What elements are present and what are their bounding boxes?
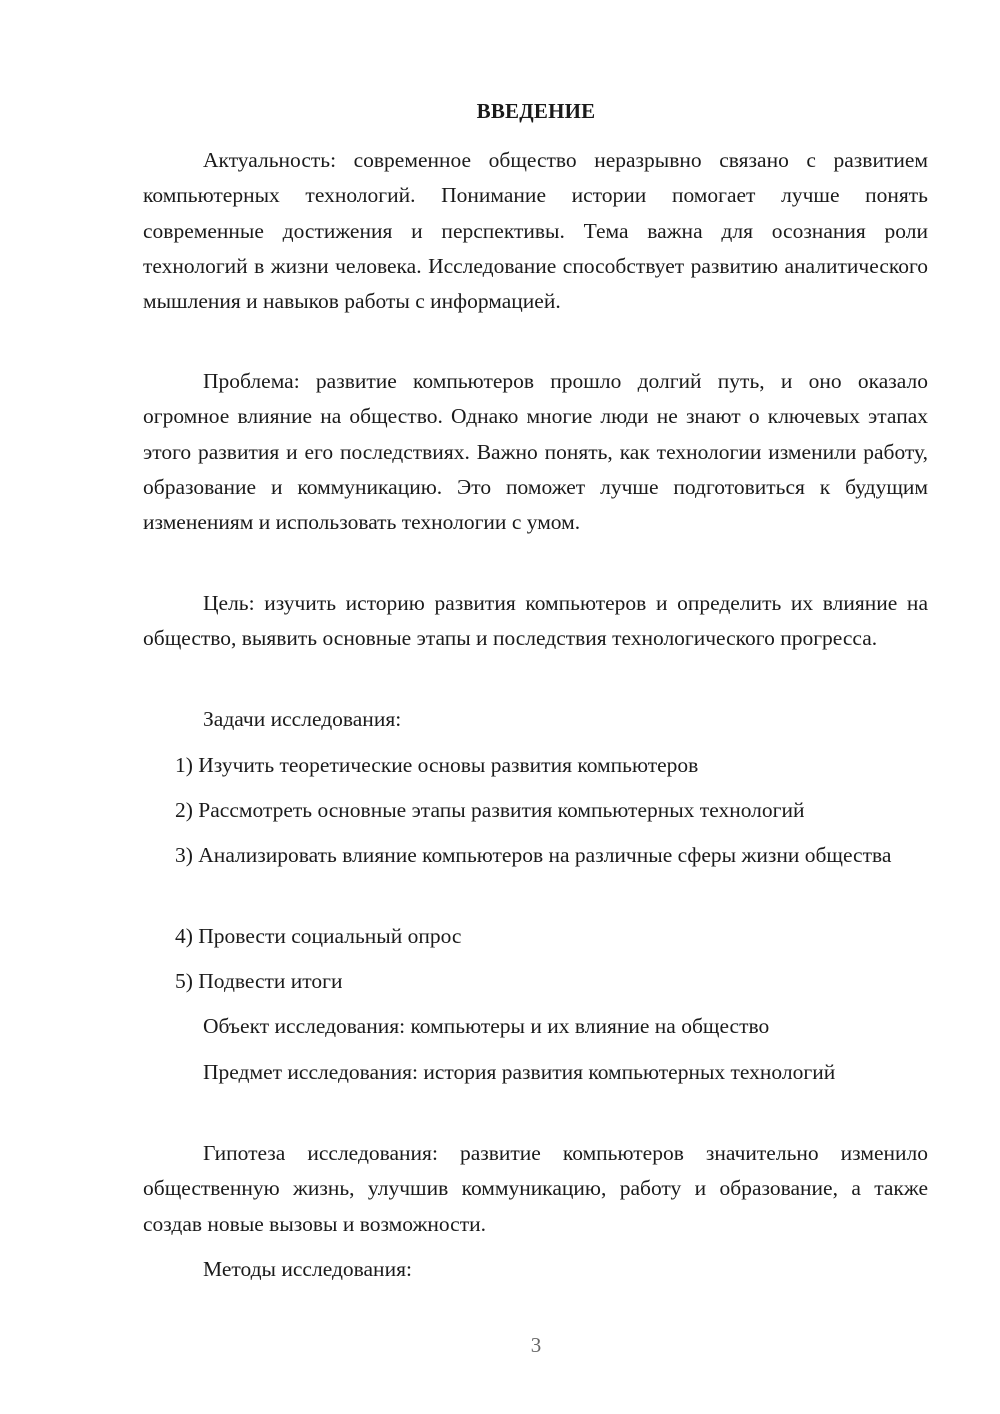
task-item-3: 3) Анализировать влияние компьютеров на различные сферы жизни общества — [175, 843, 892, 867]
paragraph-problem: Проблема: развитие компьютеров прошло долгий путь, и оно оказало огромное влияние на общество. Однако многие люди не знают о ключевых этапах этого развития и его последствиях. Важно понять, как технологии изменили работу, образование и коммуникацию. Это поможет лучше подготовиться к будущим изменениям и использовать технологии с умом. — [143, 369, 928, 535]
page-title: ВВЕДЕНИЕ — [476, 99, 596, 123]
paragraph-relevance: Актуальность: современное общество неразрывно связано с развитием компьютерных технологий. Понимание истории помогает лучше понять современные достижения и перспективы. Тема важна для осознания роли технологий в жизни человека. Исследование способствует развитию аналитического мышления и навыков работы с информацией. — [143, 148, 928, 314]
task-item-5: 5) Подвести итоги — [175, 969, 343, 993]
tasks-heading: Задачи исследования: — [203, 707, 402, 731]
paragraph-hypothesis: Гипотеза исследования: развитие компьютеров значительно изменило общественную жизнь, улучшив коммуникацию, работу и образование, а также создав новые вызовы и возможности. — [143, 1141, 928, 1236]
page-number: 3 — [530, 1333, 542, 1357]
task-item-1: 1) Изучить теоретические основы развития компьютеров — [175, 753, 699, 777]
paragraph-object: Объект исследования: компьютеры и их влияние на общество — [203, 1014, 770, 1038]
paragraph-subject: Предмет исследования: история развития компьютерных технологий — [203, 1060, 836, 1084]
task-item-4: 4) Провести социальный опрос — [175, 924, 462, 948]
paragraph-goal: Цель: изучить историю развития компьютеров и определить их влияние на общество, выявить основные этапы и последствия технологического прогресса. — [143, 591, 928, 651]
task-item-2: 2) Рассмотреть основные этапы развития компьютерных технологий — [175, 798, 805, 822]
methods-heading: Методы исследования: — [203, 1257, 412, 1281]
